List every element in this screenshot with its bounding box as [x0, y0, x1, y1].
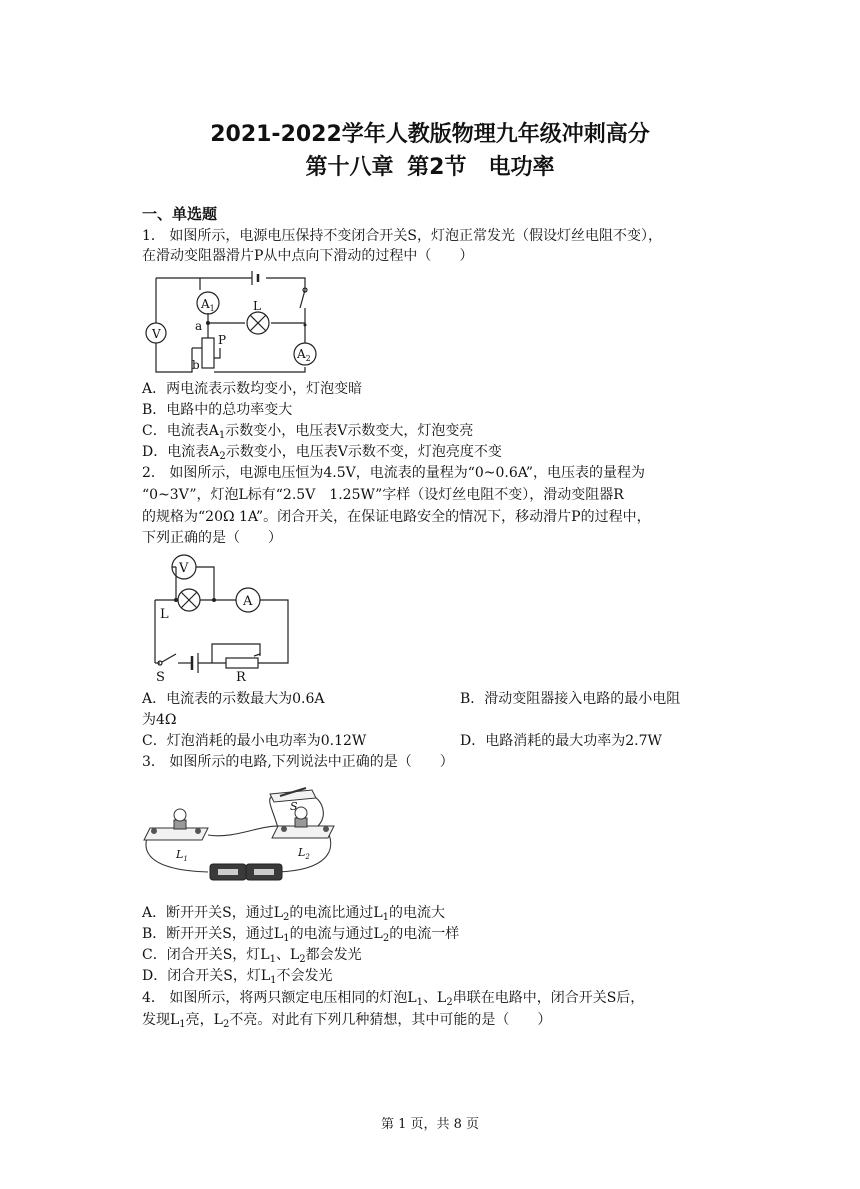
q1-stem-line2: 在滑动变阻器滑片P从中点向下滑动的过程中（ ） [142, 248, 474, 264]
q2-option-b: B．滑动变阻器接入电路的最小电阻 [460, 691, 681, 707]
q3-option-c: C．闭合开关S，灯$L_1$、$L_2$都会发光 [142, 947, 362, 965]
q4-stem-line2: 发现$L_1$亮，$L_2$不亮。对此有下列几种猜想，其中可能的是（ ） [142, 1012, 552, 1030]
page-footer: 第 1 页，共 8 页 [380, 1117, 480, 1132]
q3-lamp1-label: $L_1$ [176, 848, 188, 863]
q1-option-c: C．电流表$A_1$示数变小，电压表V示数变大，灯泡变亮 [142, 423, 474, 441]
q3-option-b: B．断开开关S，通过$L_1$的电流与通过$L_2$的电流一样 [142, 926, 460, 944]
q1-ammeter2-label: $A_2$ [297, 347, 311, 363]
q4-stem-line1: 4． 如图所示，将两只额定电压相同的灯泡$L_1$、$L_2$串联在电路中，闭合开关S后， [142, 990, 645, 1008]
q1-lamp-label: L [253, 299, 261, 313]
q3-option-a: A．断开开关S，通过$L_2$的电流比通过$L_1$的电流大 [142, 905, 446, 923]
q2-lamp-label: L [160, 607, 169, 622]
q1-point-b-label: b [192, 358, 200, 372]
q1-circuit-diagram [140, 268, 330, 376]
q2-stem-line4: 下列正确的是（ ） [142, 530, 282, 546]
q2-option-d: D．电路消耗的最大功率为2.7W [460, 733, 662, 749]
q2-voltmeter-label: V [179, 561, 189, 576]
section-heading: 一、单选题 [142, 205, 218, 223]
q1-stem-line1: 1． 如图所示，电源电压保持不变闭合开关S，灯泡正常发光（假设灯丝电阻不变）， [142, 228, 662, 244]
q3-option-d: D．闭合开关S，灯$L_1$不会发光 [142, 968, 333, 986]
q1-voltmeter-label: V [152, 327, 161, 341]
q2-ammeter-label: A [243, 594, 253, 609]
q3-stem: 3． 如图所示的电路,下列说法中正确的是（ ） [142, 754, 454, 770]
q1-ammeter1-label: $A_1$ [201, 297, 215, 313]
q2-circuit-diagram [148, 552, 298, 682]
q2-stem-line1: 2． 如图所示，电源电压恒为4.5V，电流表的量程为“0~0.6A”，电压表的量程为 [142, 465, 646, 481]
q1-option-d: D．电流表$A_2$示数变小，电压表V示数不变，灯泡亮度不变 [142, 444, 502, 462]
q1-slider-p-label: P [218, 333, 227, 347]
q2-stem-line3: 的规格为“20Ω 1A”。闭合开关，在保证电路安全的情况下，移动滑片P的过程中， [142, 509, 651, 525]
document-title: 2021-2022学年人教版物理九年级冲刺高分 [210, 122, 650, 147]
q2-option-c: C．灯泡消耗的最小电功率为0.12W [142, 733, 367, 749]
document-subtitle: 第十八章 第2节 电功率 [305, 155, 555, 180]
q2-switch-label: S [156, 670, 165, 682]
q3-switch-label: S [290, 800, 298, 813]
q2-option-b-continued: 为4Ω [142, 712, 177, 728]
q2-stem-line2: “0~3V”，灯泡L标有“2.5V 1.25W”字样（设灯丝电阻不变），滑动变阻器R [142, 487, 624, 503]
q1-point-a-label: a [195, 319, 203, 333]
q3-lamp2-label: $L_2$ [298, 846, 310, 861]
q2-option-a: A．电流表的示数最大为0.6A [142, 691, 325, 707]
q1-option-a: A．两电流表示数均变小，灯泡变暗 [142, 381, 363, 397]
q1-option-b: B．电路中的总功率变大 [142, 402, 293, 418]
q3-circuit-picture [138, 780, 338, 890]
q2-rheostat-label: R [236, 670, 246, 682]
